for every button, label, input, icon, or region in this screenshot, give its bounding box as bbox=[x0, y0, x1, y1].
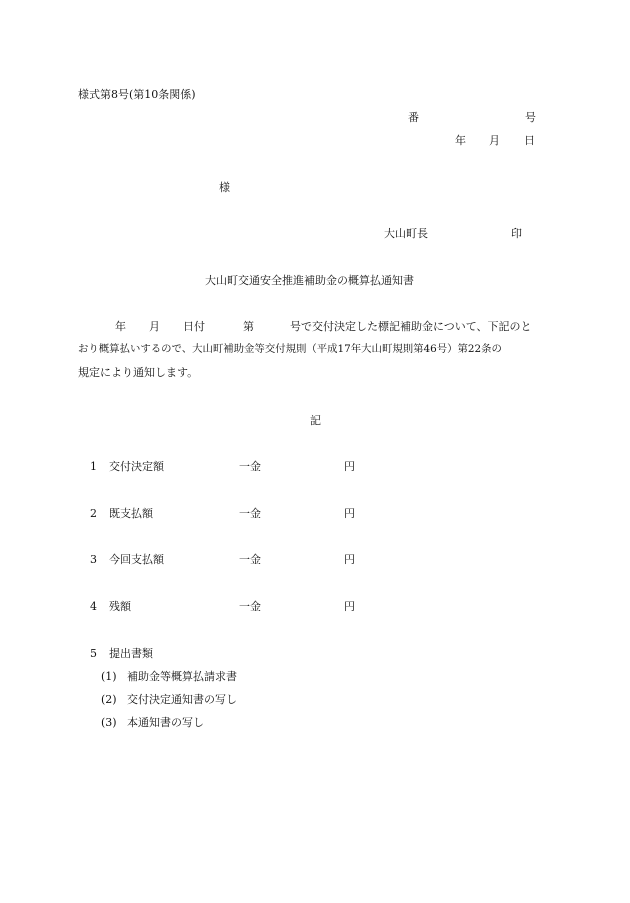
entry-text: 本通知書の写し bbox=[127, 716, 204, 729]
item-number: 3 bbox=[90, 553, 97, 566]
body-year: 年 bbox=[115, 320, 126, 333]
item-unit: 円 bbox=[344, 460, 355, 473]
body-line2: おり概算払いするので、大山町補助金等交付規則（平成17年大山町規則第46号）第22条の bbox=[78, 343, 502, 355]
seal-mark: 印 bbox=[511, 227, 522, 240]
entry-number: (2) bbox=[101, 693, 117, 706]
document-title: 大山町交通安全推進補助金の概算払通知書 bbox=[205, 274, 414, 287]
item-number: 4 bbox=[90, 600, 97, 613]
body-dai: 第 bbox=[243, 320, 254, 333]
entry-text: 交付決定通知書の写し bbox=[127, 693, 237, 706]
item-prefix: 一金 bbox=[239, 600, 261, 613]
recipient-suffix: 様 bbox=[219, 181, 230, 194]
documents-label: 提出書類 bbox=[109, 647, 153, 660]
body-month: 月 bbox=[149, 320, 160, 333]
body-line3: 規定により通知します。 bbox=[78, 366, 199, 379]
item-number: 1 bbox=[90, 460, 97, 473]
date-month: 月 bbox=[489, 134, 500, 147]
item-prefix: 一金 bbox=[239, 507, 261, 520]
body-line1: 号で交付決定した標記補助金について、下記のと bbox=[290, 320, 532, 333]
item-label: 残額 bbox=[109, 600, 131, 613]
form-number: 様式第8号(第10条関係) bbox=[78, 88, 196, 101]
sender-name: 大山町長 bbox=[384, 227, 428, 240]
item-prefix: 一金 bbox=[239, 553, 261, 566]
item-label: 既支払額 bbox=[109, 507, 153, 520]
entry-number: (3) bbox=[101, 716, 117, 729]
item-label: 今回支払額 bbox=[109, 553, 164, 566]
item-unit: 円 bbox=[344, 553, 355, 566]
item-number: 2 bbox=[90, 507, 97, 520]
date-day: 日 bbox=[524, 134, 535, 147]
entry-number: (1) bbox=[101, 670, 117, 683]
item-prefix: 一金 bbox=[239, 460, 261, 473]
entry-text: 補助金等概算払請求書 bbox=[127, 670, 237, 683]
item-unit: 円 bbox=[344, 600, 355, 613]
ki-heading: 記 bbox=[310, 414, 321, 427]
body-day: 日付 bbox=[183, 320, 205, 333]
documents-number: 5 bbox=[90, 647, 97, 660]
item-unit: 円 bbox=[344, 507, 355, 520]
number-label-ban: 番 bbox=[408, 111, 419, 124]
number-label-go: 号 bbox=[525, 111, 536, 124]
item-label: 交付決定額 bbox=[109, 460, 164, 473]
date-year: 年 bbox=[455, 134, 466, 147]
